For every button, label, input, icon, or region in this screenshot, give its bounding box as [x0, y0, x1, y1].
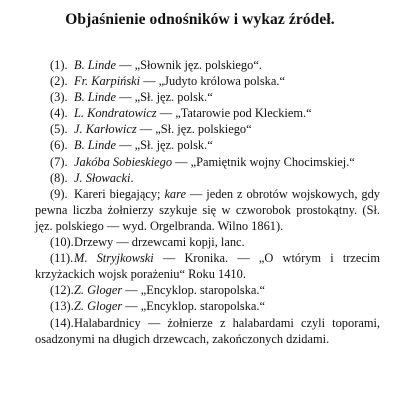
page-title: Objaśnienie odnośników i wykaz źródeł.: [65, 11, 335, 28]
note-text: — „Sł. jęz. polsk.“: [116, 90, 213, 105]
note-item: [35, 121, 380, 137]
note-item: [35, 282, 380, 298]
note-author: M. Stryjkowski: [74, 251, 154, 266]
note-text: — „Encyklop. staropolska.“: [122, 283, 266, 298]
note-number: (6).: [50, 138, 68, 153]
note-author: Fr. Karpiński: [74, 74, 141, 89]
note-number: (2).: [50, 74, 68, 89]
note-number: (9).: [50, 186, 68, 201]
note-item: [35, 234, 380, 250]
note-number: (11).: [50, 251, 74, 266]
note-text: — „Judyto królowa polska.“: [140, 74, 285, 89]
note-text: — Kronika. — „O wtórym i trzecim krzyżackich wojsk porażeniu“ Roku 1410.: [35, 251, 380, 282]
note-text: — „Sł. jęz. polsk.“: [116, 138, 213, 153]
note-item: [35, 73, 380, 89]
note-text: — „Sł. jęz. polskiego“: [136, 122, 252, 137]
note-item: [35, 170, 380, 186]
note-text: — „Tatarowie pod Kleckiem.“: [156, 106, 312, 121]
note-author: B. Linde: [74, 58, 116, 72]
note-author: L. Kondratowicz: [74, 106, 157, 121]
note-number: (3).: [50, 90, 68, 105]
note-item: [35, 298, 380, 314]
note-author: Jakóba Sobieskiego: [74, 154, 173, 169]
note-item: [35, 57, 380, 73]
note-text: — „Encyklop. staropolska.“: [122, 299, 266, 314]
note-item: [35, 105, 380, 121]
note-item: [35, 154, 380, 170]
note-number: (4).: [50, 106, 68, 121]
note-item: [35, 137, 380, 153]
note-author: Z. Gloger: [74, 299, 123, 314]
note-author: J. Słowacki: [74, 170, 131, 185]
note-number: (13).: [50, 299, 74, 314]
note-text: Halabardnicy — żołnierze z halabardami czyli toporami, osadzonymi na długich drzewcach, zakończonych dzidami.: [35, 315, 380, 346]
note-item: [35, 250, 380, 282]
notes-list: [35, 57, 380, 347]
note-item: [35, 89, 380, 105]
note-text: — „Słownik jęz. polskiego“.: [116, 58, 262, 72]
note-text: .: [130, 170, 134, 185]
note-author: B. Linde: [74, 138, 116, 153]
note-number: (12).: [50, 283, 74, 298]
note-text: — „Pamiętnik wojny Chocimskiej.“: [172, 154, 355, 169]
note-author: B. Linde: [74, 90, 116, 105]
note-text: — jeden z obrotów wojskowych, gdy pewna liczba żołnierzy szykuje się w czworobok prostokątny. (Sł. jęz. polskiego — wyd. Orgelbranda. Wilno 1861).: [35, 186, 380, 233]
note-number: (1).: [50, 58, 68, 72]
note-number: (5).: [50, 122, 68, 137]
note-term: kare: [164, 186, 186, 201]
note-item: [35, 315, 380, 347]
note-text: Kareri biegający;: [74, 186, 165, 201]
note-number: (8).: [50, 170, 68, 185]
note-number: (10).: [50, 235, 74, 250]
note-author: Z. Gloger: [74, 283, 123, 298]
note-number: (7).: [50, 154, 68, 169]
note-author: J. Karłowicz: [74, 122, 137, 137]
note-number: (14).: [50, 315, 74, 330]
note-item: [35, 186, 380, 234]
note-text: Drzewy — drzewcami kopji, lanc.: [74, 235, 245, 250]
